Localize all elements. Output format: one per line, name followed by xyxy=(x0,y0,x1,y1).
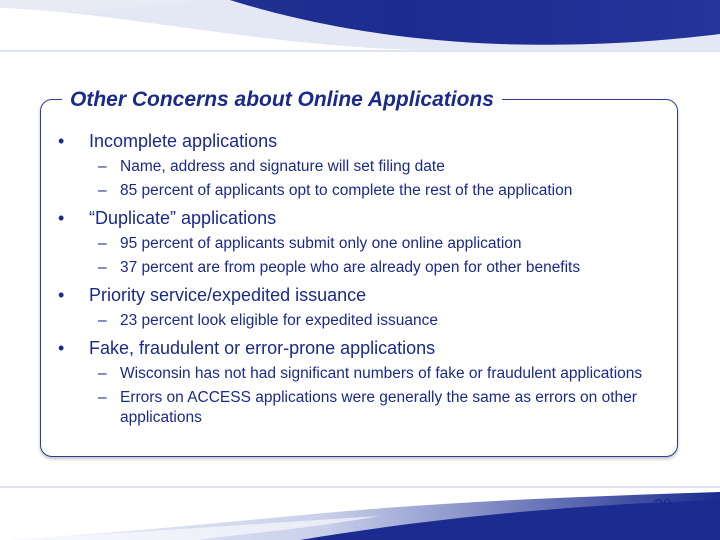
slide-title: Other Concerns about Online Applications xyxy=(62,86,502,114)
sub-bullet-text: 95 percent of applicants submit only one online application xyxy=(120,235,522,252)
page-number: 20 xyxy=(654,497,672,514)
sub-bullet-item xyxy=(58,234,668,254)
bullet-group xyxy=(58,205,668,278)
bullet-text: Fake, fraudulent or error-prone applications xyxy=(89,338,436,358)
bullet-text: Priority service/expedited issuance xyxy=(89,285,367,305)
bullet-icon: • xyxy=(58,285,65,305)
bullet-group xyxy=(58,335,668,428)
bullet-item xyxy=(58,335,668,361)
sub-bullet-item xyxy=(58,388,668,428)
dash-icon: – xyxy=(98,235,107,252)
bullet-item xyxy=(58,282,668,308)
bullet-text: Incomplete applications xyxy=(89,131,278,151)
sub-bullet-item xyxy=(58,311,668,331)
dash-icon: – xyxy=(98,158,107,175)
sub-bullet-text: Name, address and signature will set filing date xyxy=(120,158,445,175)
bullet-item xyxy=(58,205,668,231)
bullet-icon: • xyxy=(58,338,65,358)
dash-icon: – xyxy=(98,365,107,382)
bullet-group xyxy=(58,282,668,331)
bullet-icon: • xyxy=(58,131,65,151)
bullet-text: “Duplicate” applications xyxy=(89,208,277,228)
bullet-group xyxy=(58,128,668,201)
bullet-icon: • xyxy=(58,208,65,228)
sub-bullet-item xyxy=(58,258,668,278)
dash-icon: – xyxy=(98,389,107,406)
sub-bullet-text: 37 percent are from people who are already open for other benefits xyxy=(120,259,581,276)
sub-bullet-item xyxy=(58,181,668,201)
bullet-list xyxy=(58,128,668,432)
sub-bullet-text: Errors on ACCESS applications were generally the same as errors on other applications xyxy=(120,389,637,426)
sub-bullet-item xyxy=(58,364,668,384)
sub-bullet-text: 23 percent look eligible for expedited issuance xyxy=(120,312,438,329)
sub-bullet-item xyxy=(58,157,668,177)
dash-icon: – xyxy=(98,259,107,276)
bullet-item xyxy=(58,128,668,154)
sub-bullet-text: Wisconsin has not had significant numbers of fake or fraudulent applications xyxy=(120,365,643,382)
dash-icon: – xyxy=(98,312,107,329)
dash-icon: – xyxy=(98,182,107,199)
sub-bullet-text: 85 percent of applicants opt to complete the rest of the application xyxy=(120,182,573,199)
